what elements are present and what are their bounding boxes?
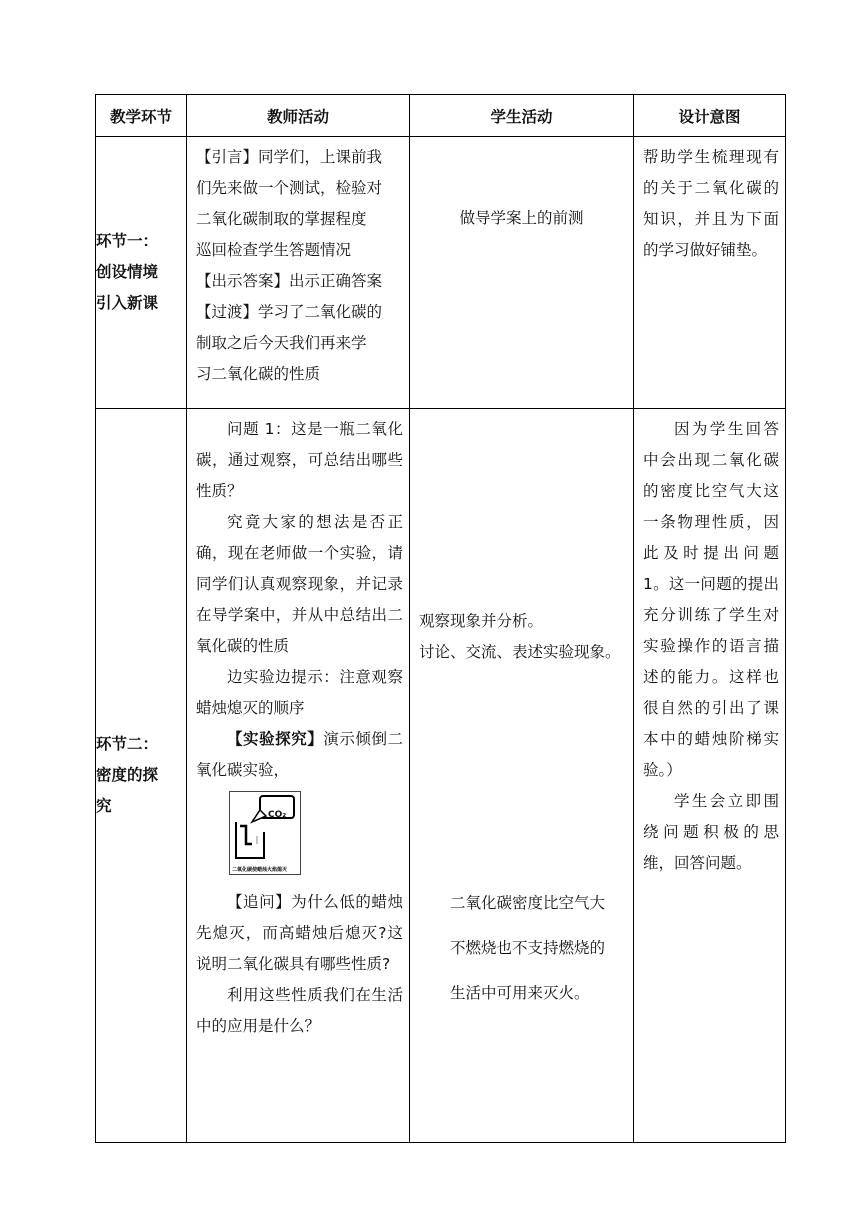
teacher-line: 巡回检查学生答题情况	[196, 241, 352, 259]
experiment-text: 演示倾倒二氧化碳实验，	[196, 730, 403, 779]
co2-label: CO₂	[268, 810, 287, 820]
student-line: 二氧化碳密度比空气大	[450, 894, 606, 912]
stage-label: 密度的探	[96, 766, 159, 784]
student-line: 讨论、交流、表述实验现象。	[419, 643, 621, 661]
student-cell	[410, 137, 634, 409]
teacher-line: 二氧化碳制取的掌握程度	[196, 210, 367, 228]
student-cell	[410, 409, 634, 1143]
stage-cell	[96, 137, 187, 409]
design-paragraph: 因为学生回答中会出现二氧化碳的密度比空气大这一条物理性质，因此及时提出问题 1。这一问题的提出充分训练了学生对实验操作的语言描述的能力。这样也很自然的引出了课本中的蜡烛阶梯实验。）	[643, 420, 779, 779]
header-stage: 教学环节	[96, 95, 187, 137]
design-cell	[634, 409, 786, 1143]
image-caption: 二氧化碳使蜡烛火焰熄灭	[232, 867, 288, 873]
teacher-paragraph: 【追问】为什么低的蜡烛先熄灭，而高蜡烛后熄灭?这说明二氧化碳具有哪些性质?	[196, 893, 403, 973]
header-student: 学生活动	[410, 95, 634, 137]
table-row	[96, 137, 786, 409]
teacher-question: 问题 1：这是一瓶二氧化碳，通过观察，可总结出哪些性质？	[196, 420, 403, 500]
student-line: 观察现象并分析。	[419, 612, 544, 630]
teacher-paragraph: 究竟大家的想法是否正确，现在老师做一个实验，请同学们认真观察现象，并记录在导学案中，并从中总结出二氧化碳的性质	[196, 513, 403, 655]
teacher-line: 【引言】同学们，上课前我	[196, 148, 383, 166]
teacher-line: 们先来做一个测试，检验对	[196, 179, 383, 197]
header-teacher: 教师活动	[187, 95, 410, 137]
stage-cell	[96, 409, 187, 1143]
teacher-paragraph: 利用这些性质我们在生活中的应用是什么？	[196, 986, 403, 1035]
teacher-line: 制取之后今天我们再来学	[196, 334, 367, 352]
experiment-image	[229, 791, 301, 875]
stage-label: 创设情境	[96, 263, 159, 281]
design-paragraph: 学生会立即围绕问题积极的思维，回答问题。	[643, 792, 779, 872]
student-line: 生活中可用来灭火。	[450, 984, 590, 1002]
header-row	[96, 95, 786, 137]
stage-label: 环节一：	[96, 232, 159, 250]
teacher-paragraph: 边实验边提示：注意观察蜡烛熄灭的顺序	[196, 668, 403, 717]
student-line: 不燃烧也不支持燃烧的	[450, 939, 606, 957]
design-cell	[634, 137, 786, 409]
header-design: 设计意图	[634, 95, 786, 137]
lesson-plan-table	[95, 94, 786, 1143]
stage-label: 引入新课	[96, 294, 159, 312]
teacher-line: 【过渡】学习了二氧化碳的	[196, 303, 383, 321]
teacher-cell	[187, 409, 410, 1143]
student-activity: 做导学案上的前测	[459, 209, 584, 227]
experiment-tag: 【实验探究】	[227, 730, 324, 748]
teacher-line: 习二氧化碳的性质	[196, 365, 321, 383]
candle-experiment-illustration	[230, 792, 300, 874]
table-row	[96, 409, 786, 1143]
design-text: 帮助学生梳理现有的关于二氧化碳的知识，并且为下面的学习做好铺垫。	[643, 148, 779, 259]
teacher-cell	[187, 137, 410, 409]
stage-label: 究	[96, 797, 112, 815]
stage-label: 环节二：	[96, 735, 159, 753]
teacher-paragraph	[196, 724, 403, 786]
teacher-line: 【出示答案】出示正确答案	[196, 272, 383, 290]
